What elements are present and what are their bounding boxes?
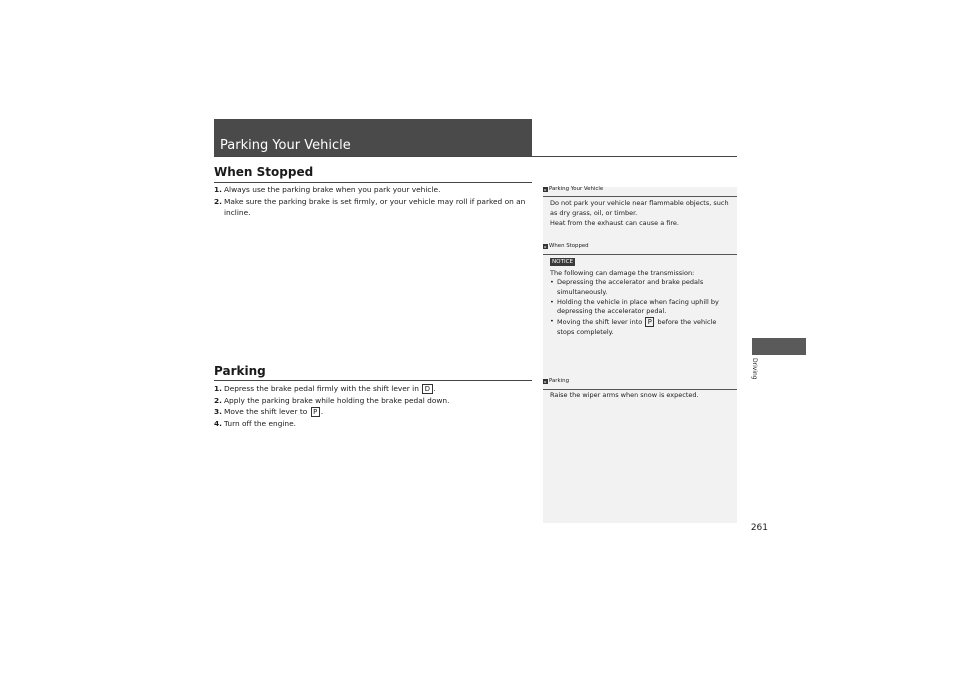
sidebar-divider [543,196,737,197]
section-heading-parking: Parking [214,364,266,378]
chapter-title-bar [214,119,532,156]
section-divider-parking [214,380,532,381]
sidebar-note-text: Raise the wiper arms when snow is expected. [550,391,699,399]
sidebar-note-text: Heat from the exhaust can cause a fire. [550,219,679,227]
section-heading-when-stopped: When Stopped [214,165,314,179]
chapter-tab-label: Driving [751,358,758,380]
step-item: 1. Always use the parking brake when you park your vehicle. [214,185,441,194]
list-item: • Holding the vehicle in place when facing uphill by depressing the accelerator pedal. [550,298,732,318]
step-item: 2. Make sure the parking brake is set firmly, or your vehicle may roll if parked on an incline. [214,196,526,217]
sidebar-bullet-list [550,278,732,338]
section-divider-when-stopped [214,182,532,183]
parking-steps [214,383,532,429]
step-item: 1. Depress the brake pedal firmly with the shift lever in D . [214,384,436,393]
page-title: Parking Your Vehicle [220,138,351,153]
sidebar-heading-parking-your-vehicle: ▸ Parking Your Vehicle [544,186,604,192]
step-item: 3. Move the shift lever to P . [214,407,324,416]
sidebar-divider [543,254,737,255]
reference-arrow-icon: ▸ [544,378,547,384]
when-stopped-steps [214,184,532,218]
step-item: 2. Apply the parking brake while holding the brake pedal down. [214,395,450,405]
shift-key-p: P [311,407,320,417]
notes-sidebar [543,187,737,523]
chapter-tab [752,338,806,355]
step-item: 4. Turn off the engine. [214,418,297,428]
reference-arrow-icon: ▸ [544,186,547,192]
list-item: • Moving the shift lever into P before the vehicle stops completely. [550,317,732,338]
shift-key-p: P [645,317,654,327]
shift-key-d: D [422,384,432,394]
title-divider [214,156,737,157]
sidebar-note-text: The following can damage the transmission: [550,269,695,277]
page-number: 261 [750,523,768,533]
list-item: • Depressing the accelerator and brake pedals simultaneously. [550,278,732,298]
sidebar-heading-parking: ▸ Parking [544,378,569,384]
reference-arrow-icon: ▸ [544,243,547,249]
sidebar-note-text: Do not park your vehicle near flammable objects, such as dry grass, oil, or timber. [550,199,729,217]
sidebar-heading-when-stopped: ▸ When Stopped [544,243,589,249]
notice-badge: NOTICE [552,259,574,265]
